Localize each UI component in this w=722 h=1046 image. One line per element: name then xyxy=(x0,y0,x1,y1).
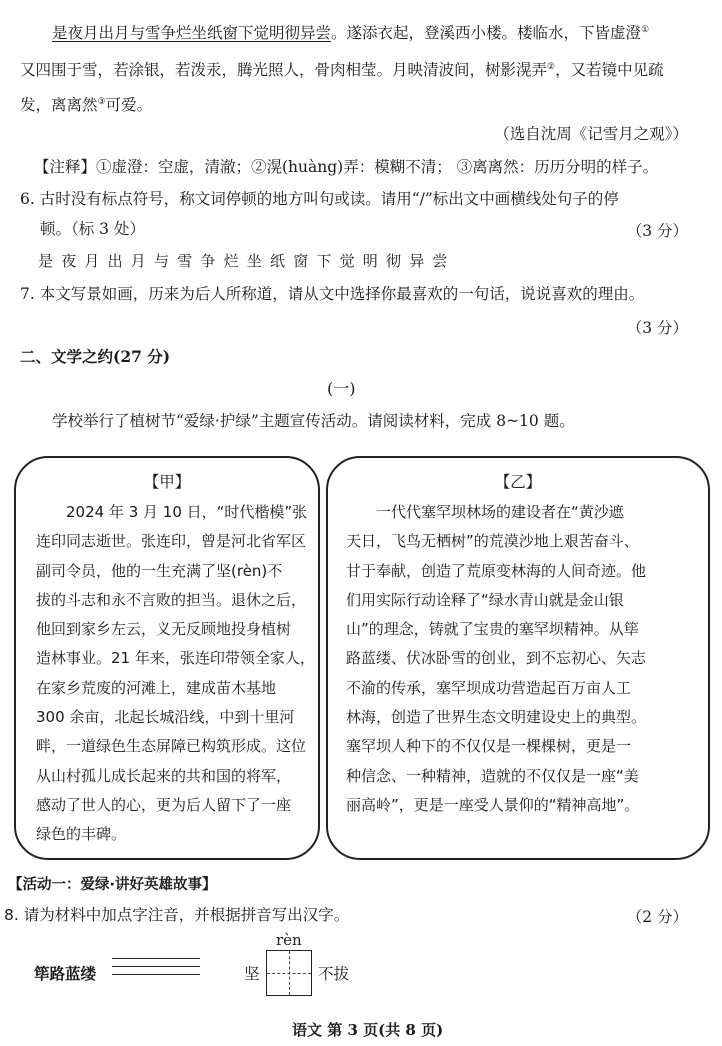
passage-notes: 【注释】①虚澄：空虚，清澈；②滉(huàng)弄：模糊不清； ③离离然：历历分明的样子。 xyxy=(34,158,659,176)
section-2-title: 二、文学之约(27 分) xyxy=(20,347,171,366)
passage-line-2: 又四围于雪，若涂银，若泼汞，腾光照人，骨肉相莹。月映清波间，树影滉弄②，又若镜中见疏 xyxy=(20,61,664,80)
material-yi-header: 【乙】 xyxy=(494,473,542,491)
jia-row: 畔，一道绿色生态屏障已构筑形成。这位 xyxy=(36,737,307,756)
tianzige-answer-box[interactable] xyxy=(266,950,312,996)
material-yi-text xyxy=(328,492,708,820)
yi-row: 们用实际行动诠释了“绿水青山就是金山银 xyxy=(346,590,624,609)
activity-1-title: 【活动一：爱绿·讲好英雄故事】 xyxy=(8,877,217,893)
question-8-score: （2 分） xyxy=(626,908,688,926)
jia-row: 2024 年 3 月 10 日，“时代楷模”张 xyxy=(66,503,308,521)
word-bilu-lanlv: 筚路蓝缕 xyxy=(34,965,97,983)
question-7-text: 7. 本文写景如画，历来为后人所称道，请从文中选择你最喜欢的一句话，说说喜欢的理由。 xyxy=(20,285,645,303)
pinyin-ren: rèn xyxy=(276,931,302,949)
material-jia-text xyxy=(16,492,318,850)
question-8-text: 8. 请为材料中加点字注音，并根据拼音写出汉字。 xyxy=(4,906,350,924)
jia-row: 300 余亩，北起长城沿线，中到十里河 xyxy=(36,708,295,727)
yi-row: 不渝的传承，塞罕坝成功营造起百万亩人工 xyxy=(346,678,632,697)
yi-row: 塞罕坝人种下的不仅仅是一棵棵树，更是一 xyxy=(346,737,632,756)
passage-source: （选自沈周《记雪月之观》） xyxy=(494,125,688,143)
yi-row: 甘于奉献，创造了荒原变林海的人间奇迹。他 xyxy=(346,561,647,580)
yi-row: 种信念、一种精神，造就的不仅仅是一座“美 xyxy=(346,766,639,785)
section-2-intro: 学校举行了植树节“爱绿·护绿”主题宣传活动。请阅读材料，完成 8~10 题。 xyxy=(52,412,575,430)
material-yi-box xyxy=(326,456,710,860)
jia-row: 感动了世人的心，更为后人留下了一座 xyxy=(36,795,292,814)
yi-row: 一代代塞罕坝林场的建设者在“黄沙遮 xyxy=(376,503,624,521)
passage-line-3: 发，离离然③可爱。 xyxy=(20,96,153,115)
jia-row: 从山村孤儿成长起来的共和国的将军， xyxy=(36,766,292,785)
part-1-heading: (一) xyxy=(327,379,356,398)
jia-row: 拔的斗志和永不言败的担当。退休之后， xyxy=(36,590,307,609)
jia-row: 绿色的丰碑。 xyxy=(36,825,127,844)
material-jia-header: 【甲】 xyxy=(143,473,191,491)
jia-row: 造林事业。21 年来，张连印带领全家人， xyxy=(36,649,315,668)
yi-row: 山”的理念，铸就了宝贵的塞罕坝精神。从筚 xyxy=(346,620,639,639)
question-6-line-2: 顿。（标 3 处） xyxy=(40,220,145,238)
question-7-score: （3 分） xyxy=(626,319,688,337)
question-6-line-1: 6. 古时没有标点符号，称文词停顿的地方叫句或读。请用“/”标出文中画横线处句子的停 xyxy=(20,190,619,208)
jia-row: 在家乡荒废的河滩上，建成苗木基地 xyxy=(36,678,277,697)
question-6-sentence[interactable]: 是夜月出月与雪争烂坐纸窗下觉明彻异尝 xyxy=(38,252,456,270)
jia-row: 他回到家乡左云，义无反顾地投身植树 xyxy=(36,620,292,639)
yi-row: 丽高岭”，更是一座受人景仰的“精神高地”。 xyxy=(346,795,640,814)
yi-row: 路蓝缕、伏冰卧雪的创业，到不忘初心、矢志 xyxy=(346,649,647,668)
passage-line-1: 是夜月出月与雪争烂坐纸窗下觉明彻异尝。遂添衣起，登溪西小楼。楼临水，下皆虚澄① xyxy=(52,24,650,43)
word-jian: 坚 xyxy=(244,965,260,983)
pinyin-answer-lines[interactable] xyxy=(112,958,200,982)
question-6-score: （3 分） xyxy=(626,222,688,240)
jia-row: 副司令员，他的一生充满了坚(rèn)不 xyxy=(36,561,283,580)
jia-row: 连印同志逝世。张连印，曾是河北省军区 xyxy=(36,532,307,551)
material-jia-box xyxy=(14,456,320,860)
yi-row: 林海，创造了世界生态文明建设史上的典型。 xyxy=(346,708,647,727)
underlined-sentence: 是夜月出月与雪争烂坐纸窗下觉明彻异尝 xyxy=(52,24,332,43)
word-bu-ba: 不拔 xyxy=(318,965,350,983)
yi-row: 天日，飞鸟无栖树”的荒漠沙地上艰苦奋斗、 xyxy=(346,532,639,551)
page-footer: 语文 第 3 页(共 8 页) xyxy=(292,1021,444,1039)
